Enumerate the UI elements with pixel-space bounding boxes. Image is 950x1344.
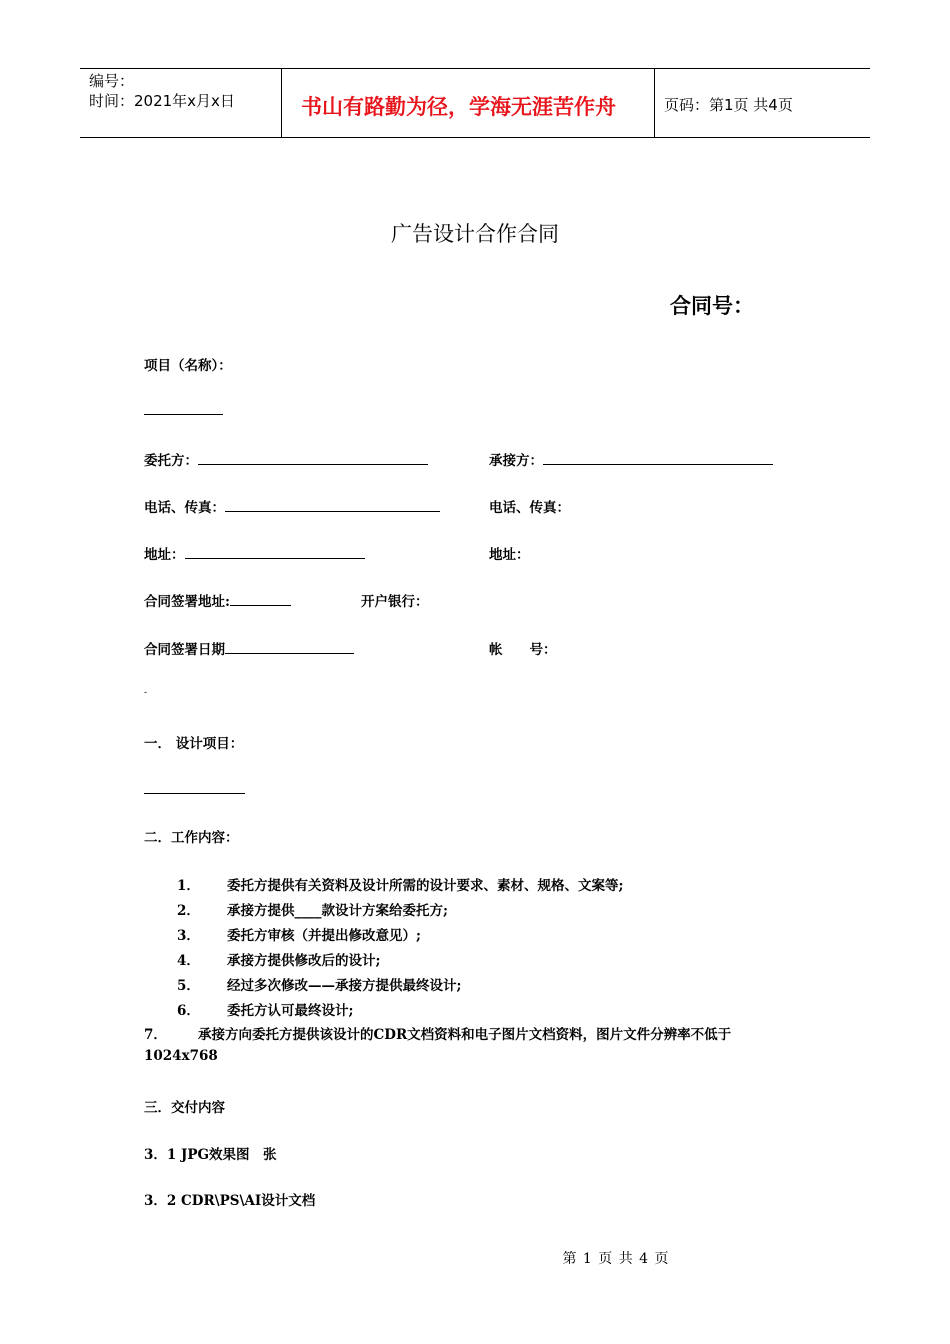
work-item-7-cont: 1024x768 [144, 1048, 218, 1064]
number-label: 编号： [89, 72, 135, 90]
page-title: 广告设计合作合同 [391, 222, 559, 246]
delivery-item-2: 3．2 CDR\PS\AI设计文档 [144, 1193, 316, 1209]
header-divider [654, 69, 655, 137]
work-item: 3． 委托方审核（并提出修改意见）; [177, 928, 421, 944]
dash-mark: - [144, 688, 148, 698]
footer-page-number: 第 1 页 共 4 页 [562, 1251, 670, 1267]
contractor-address-label: 地址： [489, 547, 530, 563]
motto-text: 书山有路勤为径，学海无涯苦作舟 [301, 95, 616, 119]
header-divider [281, 69, 282, 137]
work-item: 6． 委托方认可最终设计; [177, 1003, 354, 1019]
account-label: 帐 号： [489, 642, 557, 658]
design-item-line [144, 779, 245, 798]
header-table [80, 68, 870, 138]
section-3-title: 三．交付内容 [144, 1100, 225, 1116]
contractor-field: 承接方： [489, 449, 773, 469]
work-item: 5． 经过多次修改——承接方提供最终设计; [177, 978, 462, 994]
signing-place-field: 合同签署地址: [144, 590, 291, 610]
work-item: 2． 承接方提供____款设计方案给委托方; [177, 903, 448, 919]
contract-no-label: 合同号： [670, 294, 754, 318]
delivery-item-1: 3．1 JPG效果图 张 [144, 1147, 277, 1163]
client-field: 委托方： [144, 449, 428, 469]
work-item: 4． 承接方提供修改后的设计; [177, 953, 381, 969]
signing-date-field: 合同签署日期 [144, 638, 354, 658]
work-item: 1． 委托方提供有关资料及设计所需的设计要求、素材、规格、文案等; [177, 878, 624, 894]
contractor-phone-label: 电话、传真： [489, 500, 570, 516]
section-1-title: 一． 设计项目： [144, 736, 244, 752]
bank-label: 开户银行： [361, 594, 429, 610]
project-name-label: 项目（名称）： [144, 358, 232, 374]
client-address-field: 地址： [144, 543, 365, 563]
section-2-title: 二．工作内容： [144, 830, 239, 846]
header-page-info: 页码：第1页 共4页 [664, 96, 793, 114]
project-name-line [144, 400, 223, 419]
client-phone-field: 电话、传真： [144, 496, 440, 516]
work-item-7: 7． 承接方向委托方提供该设计的CDR文档资料和电子图片文档资料，图片文件分辨率不低于 [144, 1027, 732, 1043]
time-label: 时间：2021年x月x日 [89, 92, 235, 110]
